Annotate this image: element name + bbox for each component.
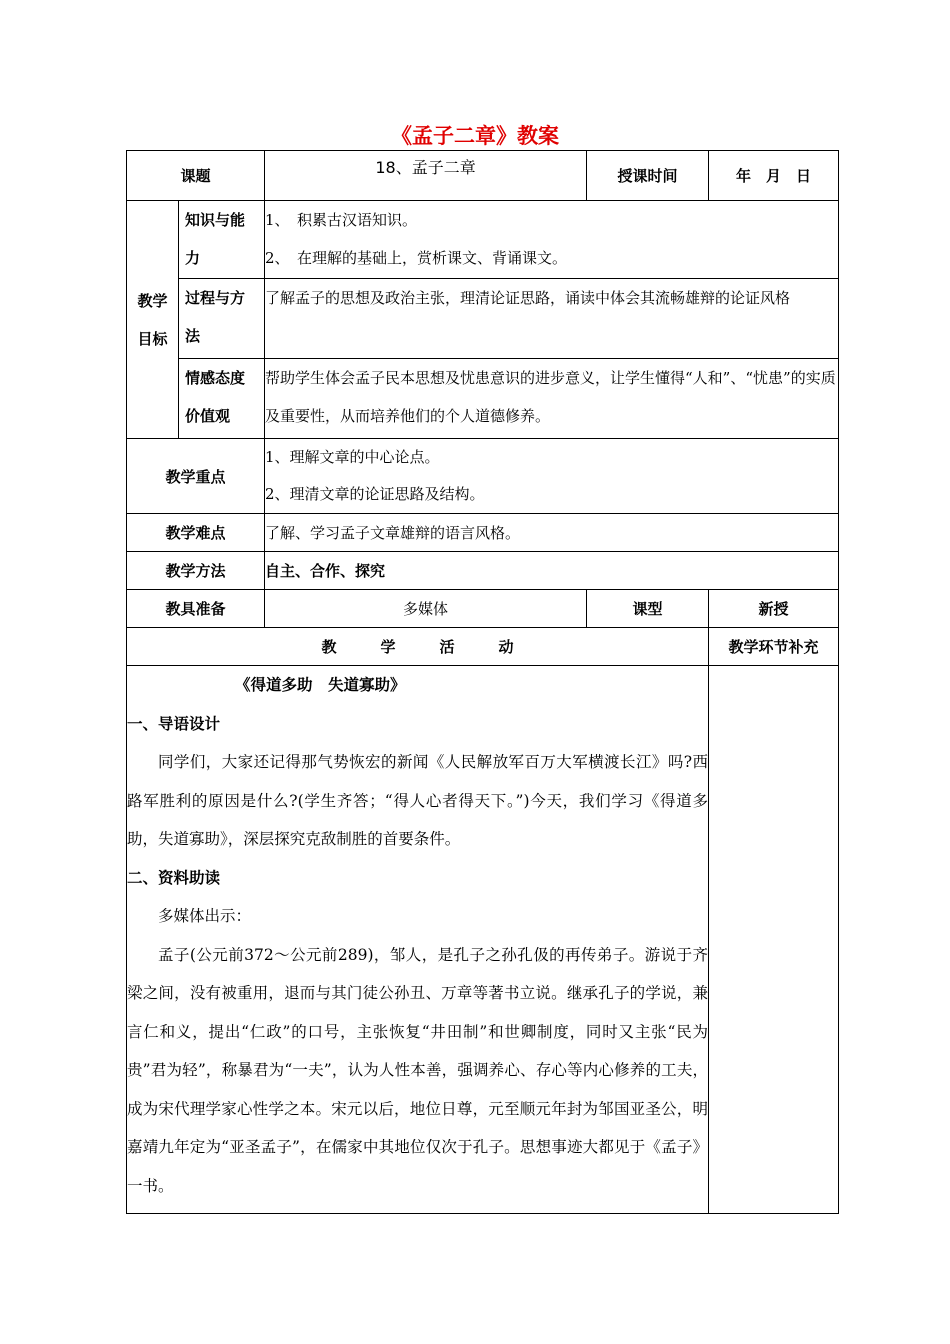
activity-content xyxy=(127,666,709,1214)
activity-heading-char-1: 教 xyxy=(321,638,337,656)
goal-name-attitude: 情感态度价值观 xyxy=(179,359,265,439)
key-points-text xyxy=(265,439,839,514)
goal-name-knowledge: 知识与能力 xyxy=(179,201,265,279)
key-points-row xyxy=(127,439,839,514)
goal-name-process: 过程与方法 xyxy=(179,279,265,359)
goal-text-process: 了解孟子的思想及政治主张，理清论证思路，诵读中体会其流畅雄辩的论证风格 xyxy=(265,279,839,359)
method-row xyxy=(127,552,839,590)
section-1-text: 同学们，大家还记得那气势恢宏的新闻《人民解放军百万大军横渡长江》吗?西路军胜利的原因是什么?(学生齐答；“得人心者得天下。”)今天，我们学习《得道多助，失道寡助》，深层探究克敌制胜的首要条件。 xyxy=(127,753,709,848)
tools-row xyxy=(127,590,839,628)
goal-text-attitude: 帮助学生体会孟子民本思想及忧患意识的进步意义，让学生懂得“人和”、“忧患”的实质及重要性，从而培养他们的个人道德修养。 xyxy=(265,359,839,439)
activity-heading-char-2: 学 xyxy=(380,638,396,656)
activity-header-row xyxy=(127,628,839,666)
goal-row-process xyxy=(127,279,839,359)
header-row xyxy=(127,151,839,201)
difficulty-text: 了解、学习孟子文章雄辩的语言风格。 xyxy=(265,514,839,552)
method-label: 教学方法 xyxy=(127,552,265,590)
activity-subtitle: 《得道多助 失道寡助》 xyxy=(235,676,406,694)
tools-label: 教具准备 xyxy=(127,590,265,628)
section-2-text: 孟子(公元前372～公元前289)，邹人，是孔子之孙孔伋的再传弟子。游说于齐梁之间，没有被重用，退而与其门徒公孙丑、万章等著书立说。继承孔子的学说，兼言仁和义，提出“仁政”的口号，主张恢复“井田制”和世卿制度，同时又主张“民为贵”君为轻”，称暴君为“一夫”，认为人性本善，强调养心、存心等内心修养的工夫，成为宋代理学家心性学之本。宋元以后，地位日尊，元至顺元年封为邹国亚圣公，明嘉靖九年定为“亚圣孟子”，在儒家中其地位仅次于孔子。思想事迹大都见于《孟子》一书。 xyxy=(127,945,709,1195)
goal-knowledge-line-2: 2、 在理解的基础上，赏析课文、背诵课文。 xyxy=(265,249,568,267)
section-2-intro: 多媒体出示： xyxy=(158,907,252,925)
activity-heading xyxy=(127,628,709,666)
activity-heading-char-3: 活 xyxy=(439,638,455,656)
activity-body-row xyxy=(127,666,839,1214)
tools-value: 多媒体 xyxy=(265,590,587,628)
lesson-plan-table xyxy=(126,150,839,1214)
page-title: 《孟子二章》教案 xyxy=(391,124,559,148)
lesson-type-label: 课型 xyxy=(587,590,709,628)
supplement-cell xyxy=(709,666,839,1214)
section-1-heading: 一、导语设计 xyxy=(127,714,221,733)
difficulty-label: 教学难点 xyxy=(127,514,265,552)
difficulty-row xyxy=(127,514,839,552)
key-points-label: 教学重点 xyxy=(127,439,265,514)
time-label: 授课时间 xyxy=(587,151,709,201)
activity-heading-char-4: 动 xyxy=(498,638,514,656)
lesson-type-value: 新授 xyxy=(709,590,839,628)
goals-label: 教学目标 xyxy=(127,201,179,439)
goal-row-knowledge xyxy=(127,201,839,279)
goal-knowledge-line-1: 1、 积累古汉语知识。 xyxy=(265,211,418,229)
goal-row-attitude xyxy=(127,359,839,439)
key-point-2: 2、理清文章的论证思路及结构。 xyxy=(265,485,485,503)
method-text: 自主、合作、探究 xyxy=(265,552,839,590)
goal-text-knowledge xyxy=(265,201,839,279)
section-2-heading: 二、资料助读 xyxy=(127,868,221,887)
supplement-label: 教学环节补充 xyxy=(709,628,839,666)
key-point-1: 1、理解文章的中心论点。 xyxy=(265,448,440,466)
topic-label: 课题 xyxy=(127,151,265,201)
topic-value: 18、孟子二章 xyxy=(265,151,587,201)
time-value: 年 月 日 xyxy=(709,151,839,201)
